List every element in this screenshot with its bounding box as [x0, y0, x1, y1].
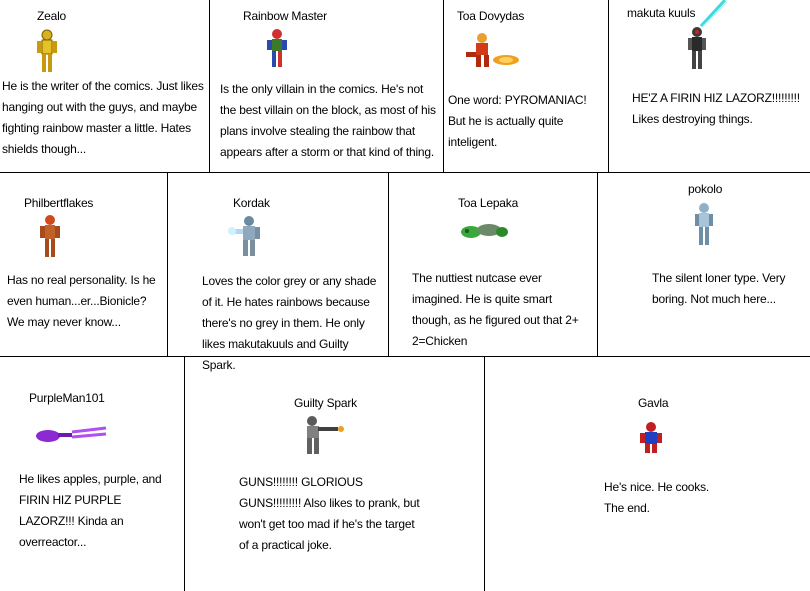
grid-divider: [0, 356, 810, 357]
character-description: GUNS!!!!!!!! GLORIOUS GUNS!!!!!!!!! Also likes to prank, but won't get too mad if he's the target of a practical joke.: [239, 475, 420, 552]
character-name: Zealo: [37, 9, 67, 23]
grid-divider: [184, 356, 185, 591]
character-name: Toa Lepaka: [458, 196, 519, 210]
character-description: HE'Z A FIRIN HIZ LAZORZ!!!!!!!!! Likes destroying things.: [632, 91, 800, 126]
orange-robot-figure-icon: [38, 214, 62, 260]
character-name: Gavla: [638, 396, 669, 410]
grid-divider: [0, 172, 810, 173]
character-name: Kordak: [233, 196, 270, 210]
grey-blue-robot-figure-icon: [227, 215, 265, 259]
character-description: The silent loner type. Very boring. Not much here...: [652, 271, 786, 306]
gun-robot-figure-icon: [300, 415, 348, 457]
rainbow-robot-figure-icon: [265, 28, 289, 70]
red-blue-robot-figure-icon: [637, 421, 669, 455]
grid-divider: [608, 0, 609, 172]
purple-laser-figure-icon: [34, 422, 109, 444]
fire-robot-figure-icon: [462, 32, 522, 70]
character-description: He's nice. He cooks. The end.: [604, 480, 710, 515]
light-blue-robot-figure-icon: [693, 202, 715, 248]
character-description: The nuttiest nutcase ever imagined. He is quite smart though, as he figured out that 2+ 2=Chicken: [412, 271, 579, 348]
yellow-robot-figure-icon: [35, 29, 59, 75]
character-description: Has no real personality. Is he even human...er...Bionicle? We may never know...: [7, 273, 156, 329]
grid-divider: [597, 172, 598, 356]
character-name: makuta kuuls: [627, 6, 696, 20]
grid-divider: [443, 0, 444, 172]
character-name: PurpleMan101: [29, 391, 105, 405]
grid-divider: [167, 172, 168, 356]
character-description: One word: PYROMANIAC! But he is actually quite inteligent.: [448, 93, 587, 149]
green-lying-robot-figure-icon: [459, 220, 509, 240]
grid-divider: [484, 356, 485, 591]
character-name: Toa Dovydas: [457, 9, 525, 23]
character-description: Is the only villain in the comics. He's not the best villain on the block, as most of his plans involve stealing the rainbow that appears after a storm or that kind of thing.: [220, 82, 436, 159]
character-name: Guilty Spark: [294, 396, 357, 410]
character-name: pokolo: [688, 182, 723, 196]
character-description: Loves the color grey or any shade of it. He hates rainbows because there's no grey in them. He only likes makutakuuls and Guilty Spark.: [202, 274, 377, 372]
character-name: Philbertflakes: [24, 196, 94, 210]
grid-divider: [388, 172, 389, 356]
character-description: He likes apples, purple, and FIRIN HIZ PURPLE LAZORZ!!! Kinda an overreactor...: [19, 472, 162, 549]
laser-robot-figure-icon: [683, 0, 728, 72]
character-name: Rainbow Master: [243, 9, 327, 23]
character-description: He is the writer of the comics. Just likes hanging out with the guys, and maybe fighting rainbow master a little. Hates shields though...: [2, 79, 204, 156]
grid-divider: [209, 0, 210, 172]
